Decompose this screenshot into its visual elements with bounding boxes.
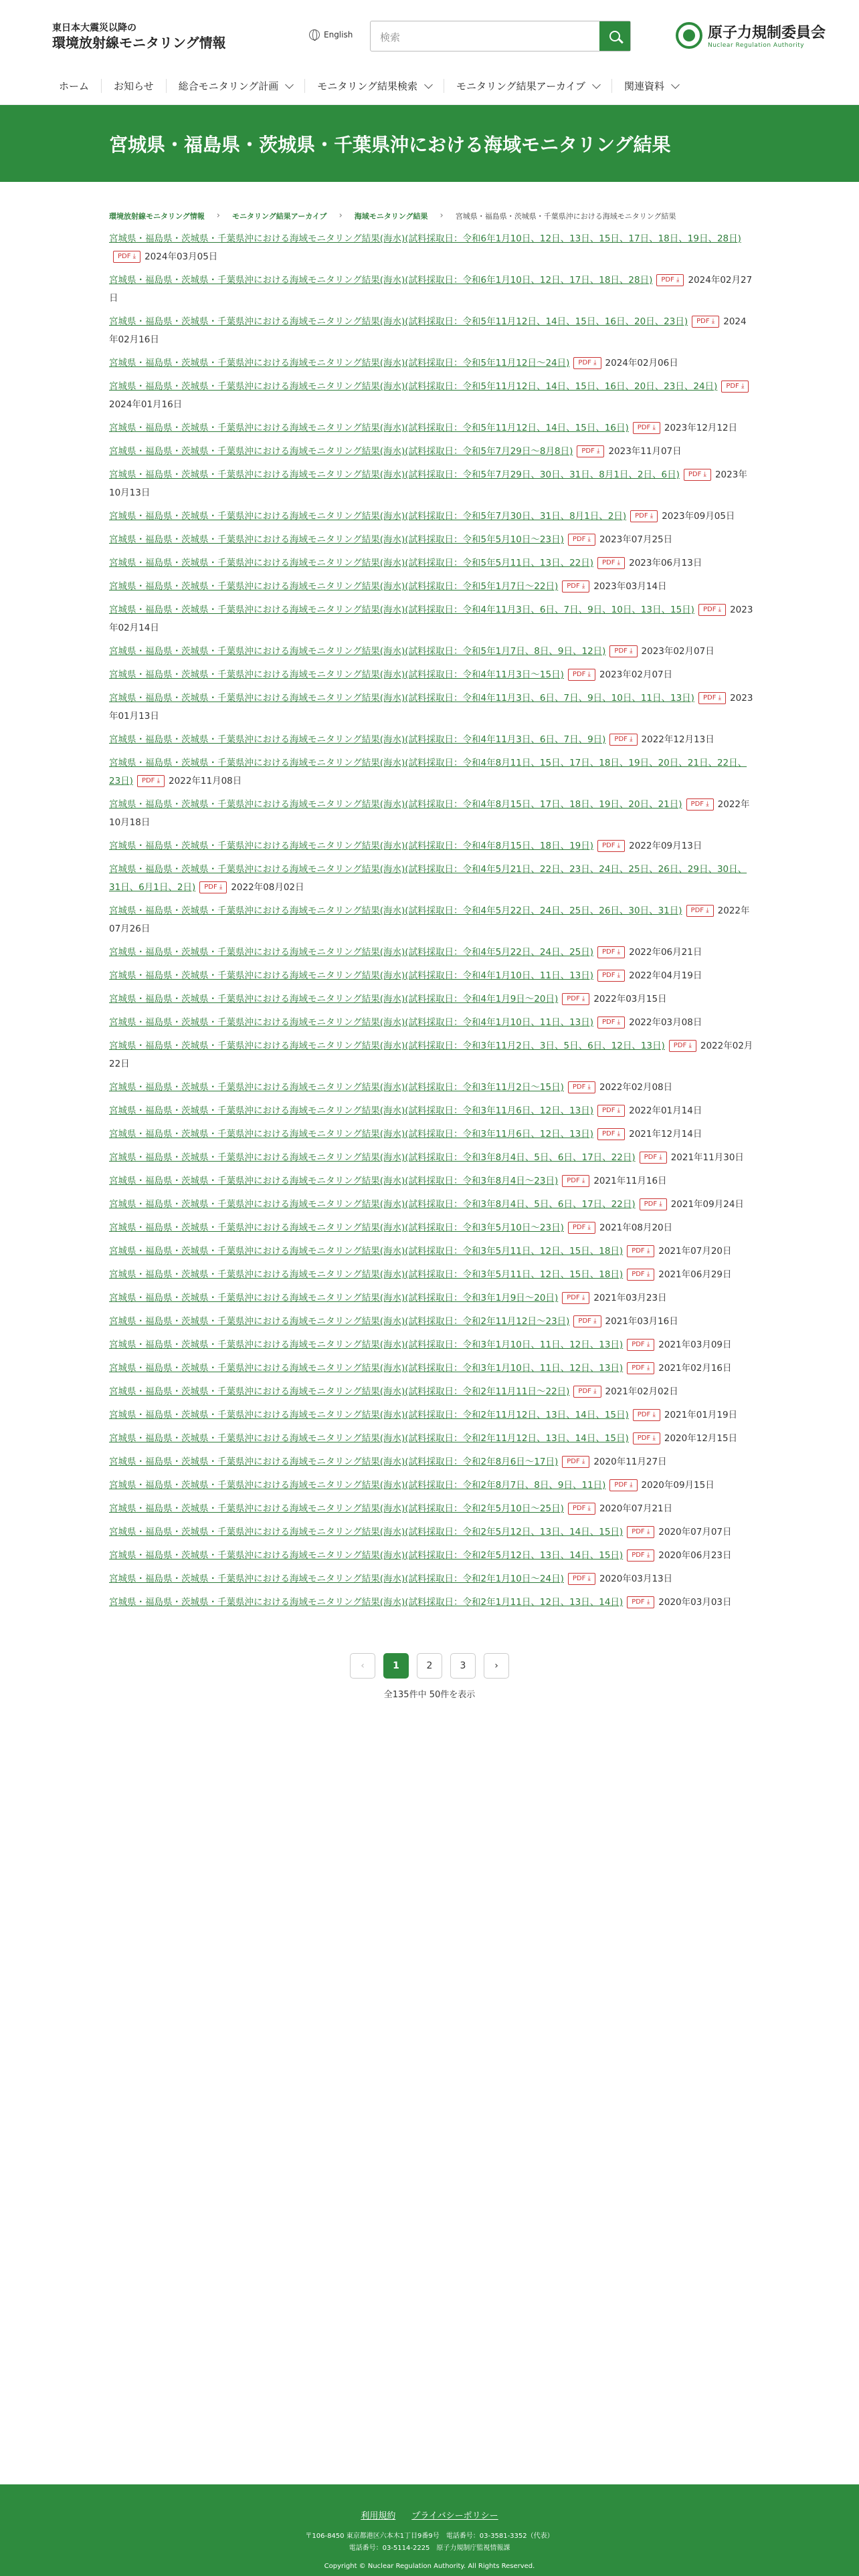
globe-icon: [309, 29, 320, 40]
pdf-badge[interactable]: PDF ⤓: [568, 1222, 595, 1234]
copyright: Copyright © Nuclear Regulation Authority. All Rights Reserved.: [324, 2563, 535, 2570]
result-link[interactable]: 宮城県・福島県・茨城県・千葉県沖における海域モニタリング結果(海水)(試料採取日：令和4年1月10日、11日、13日): [109, 970, 594, 981]
result-date: 2024年02月27日: [109, 275, 753, 304]
result-link[interactable]: 宮城県・福島県・茨城県・千葉県沖における海域モニタリング結果(海水)(試料採取日：令和4年5月22日、24日、25日、26日、30日、31日): [109, 905, 682, 916]
result-date: 2023年01月13日: [109, 693, 753, 722]
result-date: 2020年03月03日: [658, 1597, 732, 1608]
pdf-badge[interactable]: PDF ⤓: [597, 946, 625, 958]
result-link[interactable]: 宮城県・福島県・茨城県・千葉県沖における海域モニタリング結果(海水)(試料採取日：令和4年1月10日、11日、13日): [109, 1017, 594, 1028]
pagination-prev[interactable]: ‹: [350, 1653, 375, 1679]
logo-line1: 東日本大震災以降の: [52, 23, 136, 33]
list-item: [109, 990, 755, 1008]
footer-address: 〒106-8450 東京都港区六本木1丁目9番9号 電話番号：03-3581-3352（代表）: [305, 2533, 554, 2540]
result-list: [0, 230, 859, 1612]
pagination-page[interactable]: 3: [450, 1653, 476, 1679]
result-date: 2021年11月30日: [670, 1152, 744, 1163]
pdf-badge[interactable]: PDF ⤓: [656, 274, 684, 286]
result-link[interactable]: 宮城県・福島県・茨城県・千葉県沖における海域モニタリング結果(海水)(試料採取日：令和4年8月15日、17日、18日、19日、20日、21日): [109, 799, 682, 810]
pdf-badge[interactable]: PDF ⤓: [562, 1456, 589, 1468]
site-header: [0, 0, 859, 67]
breadcrumb-link[interactable]: 環境放射線モニタリング情報: [109, 211, 205, 221]
result-date: 2020年09月15日: [641, 1480, 714, 1491]
footer-link-privacy[interactable]: プライバシーポリシー: [411, 2511, 498, 2521]
search-input[interactable]: 検索: [380, 31, 401, 43]
result-date: 2024年02月06日: [605, 358, 678, 368]
result-link[interactable]: 宮城県・福島県・茨城県・千葉県沖における海域モニタリング結果(海水)(試料採取日：令和3年1月9日〜20日): [109, 1293, 559, 1303]
result-link[interactable]: 宮城県・福島県・茨城県・千葉県沖における海域モニタリング結果(海水)(試料採取日：令和4年11月3日、6日、7日、9日、10日、11日、13日): [109, 693, 694, 704]
pdf-badge[interactable]: PDF ⤓: [698, 692, 726, 704]
list-item: [109, 861, 755, 897]
list-item: [109, 1243, 755, 1261]
list-item: [109, 313, 755, 349]
page-hero: [0, 105, 859, 182]
list-item: [109, 731, 755, 749]
footer-office-link[interactable]: 原子力規制庁監視情報課: [436, 2545, 510, 2552]
pdf-badge[interactable]: PDF ⤓: [609, 734, 637, 746]
search-box: [370, 21, 631, 51]
result-link[interactable]: 宮城県・福島県・茨城県・千葉県沖における海域モニタリング結果(海水)(試料採取日：令和5年7月29日〜8月8日): [109, 446, 573, 457]
nra-emblem-icon: [676, 22, 702, 49]
chevron-down-icon: [671, 80, 680, 89]
result-link[interactable]: 宮城県・福島県・茨城県・千葉県沖における海域モニタリング結果(海水)(試料採取日：令和4年11月3日、6日、7日、9日): [109, 734, 606, 745]
result-link[interactable]: 宮城県・福島県・茨城県・千葉県沖における海域モニタリング結果(海水)(試料採取日：令和5年5月10日〜23日): [109, 534, 564, 545]
nav-home[interactable]: [47, 79, 102, 93]
result-link[interactable]: 宮城県・福島県・茨城県・千葉県沖における海域モニタリング結果(海水)(試料採取日：令和4年11月3日、6日、7日、9日、10日、13日、15日): [109, 605, 694, 615]
pdf-badge[interactable]: PDF ⤓: [627, 1245, 654, 1257]
result-date: 2021年02月02日: [605, 1386, 678, 1397]
pdf-badge[interactable]: PDF ⤓: [627, 1596, 654, 1608]
pdf-badge[interactable]: PDF ⤓: [627, 1339, 654, 1351]
result-date: 2023年09月05日: [662, 511, 735, 522]
list-item: [109, 1102, 755, 1120]
pdf-badge[interactable]: PDF ⤓: [640, 1198, 667, 1210]
result-link[interactable]: 宮城県・福島県・茨城県・千葉県沖における海域モニタリング結果(海水)(試料採取日：令和5年11月12日、14日、15日、16日、20日、23日): [109, 316, 688, 327]
pdf-badge[interactable]: PDF ⤓: [698, 604, 726, 616]
pdf-badge[interactable]: PDF ⤓: [633, 1432, 660, 1444]
result-link[interactable]: 宮城県・福島県・茨城県・千葉県沖における海域モニタリング結果(海水)(試料採取日：令和4年5月22日、24日、25日): [109, 947, 594, 958]
list-item: [109, 354, 755, 372]
result-date: 2021年12月14日: [629, 1129, 702, 1140]
pdf-badge[interactable]: PDF ⤓: [573, 1315, 601, 1327]
breadcrumb-current: 宮城県・福島県・茨城県・千葉県沖における海域モニタリング結果: [455, 211, 676, 221]
result-link[interactable]: 宮城県・福島県・茨城県・千葉県沖における海域モニタリング結果(海水)(試料採取日：令和3年5月11日、12日、15日、18日): [109, 1269, 624, 1280]
site-footer: [0, 2484, 859, 2576]
result-date: 2021年07月20日: [658, 1246, 732, 1257]
pdf-badge[interactable]: PDF ⤓: [562, 993, 589, 1005]
result-link[interactable]: 宮城県・福島県・茨城県・千葉県沖における海域モニタリング結果(海水)(試料採取日：令和4年8月15日、18日、19日): [109, 841, 594, 851]
pdf-badge[interactable]: PDF ⤓: [627, 1362, 654, 1374]
pdf-badge[interactable]: PDF ⤓: [113, 251, 140, 263]
result-date: 2020年06月23日: [658, 1550, 732, 1561]
nav-archive[interactable]: [444, 79, 612, 93]
list-item: [109, 1336, 755, 1354]
result-date: 2023年10月13日: [109, 469, 747, 498]
result-link[interactable]: 宮城県・福島県・茨城県・千葉県沖における海域モニタリング結果(海水)(試料採取日：令和3年8月4日〜23日): [109, 1176, 559, 1186]
result-link[interactable]: 宮城県・福島県・茨城県・千葉県沖における海域モニタリング結果(海水)(試料採取日：令和6年1月10日、12日、13日、15日、17日、18日、19日、28日): [109, 233, 741, 244]
result-date: 2023年02月07日: [599, 669, 673, 680]
result-date: 2022年03月15日: [593, 994, 667, 1004]
chevron-down-icon: [592, 80, 601, 89]
result-date: 2021年03月23日: [593, 1293, 667, 1303]
result-date: 2021年06月29日: [658, 1269, 732, 1280]
result-date: 2021年03月16日: [605, 1316, 678, 1327]
list-item: [109, 1500, 755, 1518]
result-link[interactable]: 宮城県・福島県・茨城県・千葉県沖における海域モニタリング結果(海水)(試料採取日：令和4年5月21日、22日、23日、24日、25日、26日、29日、30日、31日、6月1日、2日): [109, 864, 747, 893]
list-item: [109, 531, 755, 549]
list-item: [109, 837, 755, 855]
list-item: [109, 601, 755, 637]
result-link[interactable]: 宮城県・福島県・茨城県・千葉県沖における海域モニタリング結果(海水)(試料採取日：令和5年1月7日〜22日): [109, 581, 559, 592]
result-link[interactable]: 宮城県・福島県・茨城県・千葉県沖における海域モニタリング結果(海水)(試料採取日：令和5年7月30日、31日、8月1日、2日): [109, 511, 627, 522]
result-date: 2022年01月14日: [629, 1105, 702, 1116]
pagination: [0, 1653, 859, 1679]
search-button[interactable]: [599, 21, 630, 51]
list-item: [109, 1125, 755, 1144]
result-date: 2023年11月07日: [608, 446, 682, 457]
list-item: [109, 1406, 755, 1424]
chevron-down-icon: [285, 80, 294, 89]
list-item: [109, 902, 755, 938]
result-date: 2022年07月26日: [109, 905, 750, 934]
list-item: [109, 419, 755, 437]
result-link[interactable]: 宮城県・福島県・茨城県・千葉県沖における海域モニタリング結果(海水)(試料採取日：令和2年5月10日〜25日): [109, 1503, 564, 1514]
pdf-badge[interactable]: PDF ⤓: [597, 1105, 625, 1117]
pdf-badge[interactable]: PDF ⤓: [721, 381, 749, 393]
list-item: [109, 1266, 755, 1284]
result-date: 2021年11月16日: [593, 1176, 667, 1186]
list-item: [109, 1547, 755, 1565]
list-item: [109, 1196, 755, 1214]
chevron-right-icon: ›: [440, 211, 444, 221]
list-item: [109, 754, 755, 790]
search-icon: [609, 31, 620, 41]
result-link[interactable]: 宮城県・福島県・茨城県・千葉県沖における海域モニタリング結果(海水)(試料採取日：令和3年11月2日〜15日): [109, 1082, 564, 1093]
nav-label: お知らせ: [114, 80, 154, 92]
chevron-down-icon: [424, 80, 433, 89]
pdf-badge[interactable]: PDF ⤓: [568, 1503, 595, 1515]
result-date: 2023年02月07日: [641, 646, 714, 657]
list-item: [109, 554, 755, 572]
global-nav: [0, 67, 859, 105]
pdf-badge[interactable]: PDF ⤓: [640, 1152, 667, 1164]
pdf-badge[interactable]: PDF ⤓: [627, 1269, 654, 1281]
result-link[interactable]: 宮城県・福島県・茨城県・千葉県沖における海域モニタリング結果(海水)(試料採取日：令和4年11月3日〜15日): [109, 669, 564, 680]
nav-label: モニタリング結果検索: [317, 80, 417, 92]
result-link[interactable]: 宮城県・福島県・茨城県・千葉県沖における海域モニタリング結果(海水)(試料採取日：令和2年11月12日〜23日): [109, 1316, 570, 1327]
pdf-badge[interactable]: PDF ⤓: [562, 1292, 589, 1304]
result-date: 2022年02月08日: [599, 1082, 673, 1093]
result-date: 2022年04月19日: [629, 970, 702, 981]
result-link[interactable]: 宮城県・福島県・茨城県・千葉県沖における海域モニタリング結果(海水)(試料採取日：令和2年8月7日、8日、9日、11日): [109, 1480, 606, 1491]
result-link[interactable]: 宮城県・福島県・茨城県・千葉県沖における海域モニタリング結果(海水)(試料採取日：令和2年1月11日、12日、13日、14日): [109, 1597, 624, 1608]
list-item: [109, 1037, 755, 1073]
breadcrumb-link[interactable]: 海域モニタリング結果: [354, 211, 428, 221]
pdf-badge[interactable]: PDF ⤓: [597, 970, 625, 982]
result-date: 2021年01月19日: [664, 1410, 738, 1420]
list-item: [109, 272, 755, 308]
result-link[interactable]: 宮城県・福島県・茨城県・千葉県沖における海域モニタリング結果(海水)(試料採取日：令和5年5月11日、13日、22日): [109, 558, 594, 568]
result-date: 2021年08月20日: [599, 1222, 673, 1233]
pdf-badge[interactable]: PDF ⤓: [568, 1081, 595, 1093]
result-link[interactable]: 宮城県・福島県・茨城県・千葉県沖における海域モニタリング結果(海水)(試料採取日：令和3年11月6日、12日、13日): [109, 1105, 594, 1116]
result-link[interactable]: 宮城県・福島県・茨城県・千葉県沖における海域モニタリング結果(海水)(試料採取日：令和3年11月6日、12日、13日): [109, 1129, 594, 1140]
result-link[interactable]: 宮城県・福島県・茨城県・千葉県沖における海域モニタリング結果(海水)(試料採取日：令和3年5月11日、12日、15日、18日): [109, 1246, 624, 1257]
result-date: 2022年09月13日: [629, 841, 702, 851]
result-link[interactable]: 宮城県・福島県・茨城県・千葉県沖における海域モニタリング結果(海水)(試料採取日：令和2年11月11日〜22日): [109, 1386, 570, 1397]
footer-phone: 電話番号：03-5114-2225: [349, 2545, 430, 2552]
result-date: 2021年09月24日: [670, 1199, 744, 1210]
list-item: [109, 1014, 755, 1032]
result-date: 2020年11月27日: [593, 1457, 667, 1467]
list-item: [109, 1383, 755, 1401]
pdf-badge[interactable]: PDF ⤓: [669, 1040, 696, 1052]
result-date: 2021年02月16日: [658, 1363, 732, 1374]
result-link[interactable]: 宮城県・福島県・茨城県・千葉県沖における海域モニタリング結果(海水)(試料採取日：令和5年11月12日、14日、15日、16日、20日、23日、24日): [109, 381, 718, 392]
list-item: [109, 643, 755, 661]
list-item: [109, 1453, 755, 1471]
pdf-badge[interactable]: PDF ⤓: [597, 1128, 625, 1140]
result-link[interactable]: 宮城県・福島県・茨城県・千葉県沖における海域モニタリング結果(海水)(試料採取日：令和2年5月12日、13日、14日、15日): [109, 1550, 624, 1561]
pdf-badge[interactable]: PDF ⤓: [199, 881, 227, 893]
result-link[interactable]: 宮城県・福島県・茨城県・千葉県沖における海域モニタリング結果(海水)(試料採取日：令和3年1月10日、11日、12日、13日): [109, 1363, 624, 1374]
list-item: [109, 1570, 755, 1588]
list-item: [109, 578, 755, 596]
pdf-badge[interactable]: PDF ⤓: [686, 798, 714, 811]
list-item: [109, 1594, 755, 1612]
pdf-badge[interactable]: PDF ⤓: [692, 316, 719, 328]
chevron-right-icon: ›: [339, 211, 343, 221]
result-date: 2024年02月16日: [109, 316, 747, 345]
result-date: 2023年12月12日: [664, 423, 738, 433]
result-date: 2023年02月14日: [109, 605, 753, 633]
result-link[interactable]: 宮城県・福島県・茨城県・千葉県沖における海域モニタリング結果(海水)(試料採取日：令和2年11月12日、13日、14日、15日): [109, 1433, 629, 1444]
nav-label: 総合モニタリング計画: [178, 80, 279, 92]
result-date: 2023年03月14日: [593, 581, 667, 592]
result-date: 2020年03月13日: [599, 1574, 673, 1584]
result-link[interactable]: 宮城県・福島県・茨城県・千葉県沖における海域モニタリング結果(海水)(試料採取日：令和2年1月10日〜24日): [109, 1574, 564, 1584]
list-item: [109, 1313, 755, 1331]
language-switch[interactable]: [309, 29, 353, 40]
result-date: 2024年01月16日: [109, 399, 183, 410]
list-item: [109, 1079, 755, 1097]
pdf-badge[interactable]: PDF ⤓: [609, 645, 637, 657]
nav-plan[interactable]: [167, 79, 306, 93]
nra-title: 原子力規制委員会: [708, 25, 826, 41]
result-date: 2021年03月09日: [658, 1339, 732, 1350]
list-item: [109, 689, 755, 726]
list-item: [109, 1172, 755, 1190]
result-link[interactable]: 宮城県・福島県・茨城県・千葉県沖における海域モニタリング結果(海水)(試料採取日：令和3年1月10日、11日、12日、13日): [109, 1339, 624, 1350]
pagination-next[interactable]: ›: [484, 1653, 509, 1679]
list-item: [109, 796, 755, 832]
pdf-badge[interactable]: PDF ⤓: [568, 669, 595, 681]
chevron-right-icon: ›: [216, 211, 220, 221]
result-link[interactable]: 宮城県・福島県・茨城県・千葉県沖における海域モニタリング結果(海水)(試料採取日：令和5年11月12日〜24日): [109, 358, 570, 368]
pagination-page[interactable]: 2: [417, 1653, 442, 1679]
page-title: 宮城県・福島県・茨城県・千葉県沖における海域モニタリング結果: [109, 133, 671, 156]
result-link[interactable]: 宮城県・福島県・茨城県・千葉県沖における海域モニタリング結果(海水)(試料採取日：令和3年8月4日、5日、6日、17日、22日): [109, 1152, 636, 1163]
nav-label: モニタリング結果アーカイブ: [456, 80, 586, 92]
result-date: 2023年07月25日: [599, 534, 673, 545]
pdf-badge[interactable]: PDF ⤓: [137, 775, 165, 787]
pdf-badge[interactable]: PDF ⤓: [597, 557, 625, 569]
result-date: 2022年06月21日: [629, 947, 702, 958]
list-item: [109, 230, 755, 266]
footer-link-terms[interactable]: 利用規約: [361, 2511, 396, 2521]
list-item: [109, 1477, 755, 1495]
nav-label: ホーム: [59, 80, 90, 92]
pdf-badge[interactable]: PDF ⤓: [633, 422, 660, 434]
result-link[interactable]: 宮城県・福島県・茨城県・千葉県沖における海域モニタリング結果(海水)(試料採取日：令和5年7月29日、30日、31日、8月1日、2日、6日): [109, 469, 680, 480]
result-date: 2022年02月22日: [109, 1041, 753, 1069]
result-date: 2023年06月13日: [629, 558, 702, 568]
list-item: [109, 666, 755, 684]
list-item: [109, 508, 755, 526]
pdf-badge[interactable]: PDF ⤓: [562, 580, 589, 593]
result-link[interactable]: 宮城県・福島県・茨城県・千葉県沖における海域モニタリング結果(海水)(試料採取日：令和2年8月6日〜17日): [109, 1457, 559, 1467]
result-link[interactable]: 宮城県・福島県・茨城県・千葉県沖における海域モニタリング結果(海水)(試料採取日：令和5年11月12日、14日、15日、16日): [109, 423, 629, 433]
pdf-badge[interactable]: PDF ⤓: [573, 1386, 601, 1398]
pdf-badge[interactable]: PDF ⤓: [562, 1175, 589, 1187]
pdf-badge[interactable]: PDF ⤓: [686, 905, 714, 917]
nav-label: 関連資料: [624, 80, 665, 92]
result-link[interactable]: 宮城県・福島県・茨城県・千葉県沖における海域モニタリング結果(海水)(試料採取日：令和6年1月10日、12日、17日、18日、28日): [109, 275, 653, 286]
list-item: [109, 967, 755, 985]
list-item: [109, 443, 755, 461]
result-date: 2022年12月13日: [641, 734, 714, 745]
result-link[interactable]: 宮城県・福島県・茨城県・千葉県沖における海域モニタリング結果(海水)(試料採取日：令和2年11月12日、13日、14日、15日): [109, 1410, 629, 1420]
nav-search[interactable]: [305, 79, 444, 93]
result-date: 2022年11月08日: [169, 776, 242, 786]
result-link[interactable]: 宮城県・福島県・茨城県・千葉県沖における海域モニタリング結果(海水)(試料採取日：令和5年1月7日、8日、9日、12日): [109, 646, 606, 657]
nra-subtitle: Nuclear Regulation Authority: [708, 42, 805, 49]
list-item: [109, 466, 755, 502]
result-date: 2020年12月15日: [664, 1433, 738, 1444]
result-link[interactable]: 宮城県・福島県・茨城県・千葉県沖における海域モニタリング結果(海水)(試料採取日：令和3年11月2日、3日、5日、6日、12日、13日): [109, 1041, 665, 1051]
pdf-badge[interactable]: PDF ⤓: [627, 1549, 654, 1562]
pdf-badge[interactable]: PDF ⤓: [573, 357, 601, 369]
result-count: 全135件中 50件を表示: [383, 1690, 476, 1700]
breadcrumb-link[interactable]: モニタリング結果アーカイブ: [231, 211, 327, 221]
nra-logo[interactable]: [676, 21, 826, 49]
pdf-badge[interactable]: PDF ⤓: [630, 510, 658, 522]
result-date: 2022年03月08日: [629, 1017, 702, 1028]
nav-news[interactable]: [102, 79, 167, 93]
pdf-badge[interactable]: PDF ⤓: [568, 534, 595, 546]
result-link[interactable]: 宮城県・福島県・茨城県・千葉県沖における海域モニタリング結果(海水)(試料採取日：令和3年5月10日〜23日): [109, 1222, 564, 1233]
list-item: [109, 1430, 755, 1448]
pdf-badge[interactable]: PDF ⤓: [609, 1479, 637, 1491]
list-item: [109, 1289, 755, 1307]
pdf-badge[interactable]: PDF ⤓: [597, 1016, 625, 1029]
list-item: [109, 944, 755, 962]
result-date: 2022年08月02日: [231, 882, 304, 893]
list-item: [109, 1149, 755, 1167]
pdf-badge[interactable]: PDF ⤓: [568, 1573, 595, 1585]
list-item: [109, 1360, 755, 1378]
result-date: 2024年03月05日: [145, 251, 218, 262]
result-date: 2020年07月21日: [599, 1503, 673, 1514]
result-link[interactable]: 宮城県・福島県・茨城県・千葉県沖における海域モニタリング結果(海水)(試料採取日：令和2年5月12日、13日、14日、15日): [109, 1527, 624, 1537]
pdf-badge[interactable]: PDF ⤓: [627, 1526, 654, 1538]
list-item: [109, 1219, 755, 1237]
nav-docs[interactable]: [612, 79, 690, 93]
language-label: English: [324, 30, 353, 39]
breadcrumb: [0, 182, 859, 230]
pdf-badge[interactable]: PDF ⤓: [577, 445, 604, 457]
logo-line2: 環境放射線モニタリング情報: [52, 34, 226, 51]
site-logo[interactable]: [52, 23, 226, 51]
result-link[interactable]: 宮城県・福島県・茨城県・千葉県沖における海域モニタリング結果(海水)(試料採取日：令和4年8月11日、15日、17日、18日、19日、20日、21日、22日、23日): [109, 758, 747, 786]
pdf-badge[interactable]: PDF ⤓: [597, 840, 625, 852]
result-date: 2022年10月18日: [109, 799, 750, 828]
result-link[interactable]: 宮城県・福島県・茨城県・千葉県沖における海域モニタリング結果(海水)(試料採取日：令和3年8月4日、5日、6日、17日、22日): [109, 1199, 636, 1210]
result-link[interactable]: 宮城県・福島県・茨城県・千葉県沖における海域モニタリング結果(海水)(試料採取日：令和4年1月9日〜20日): [109, 994, 559, 1004]
pagination-page[interactable]: 1: [383, 1653, 409, 1679]
list-item: [109, 1523, 755, 1541]
pdf-badge[interactable]: PDF ⤓: [684, 469, 711, 481]
list-item: [109, 378, 755, 414]
result-date: 2020年07月07日: [658, 1527, 732, 1537]
pdf-badge[interactable]: PDF ⤓: [633, 1409, 660, 1421]
